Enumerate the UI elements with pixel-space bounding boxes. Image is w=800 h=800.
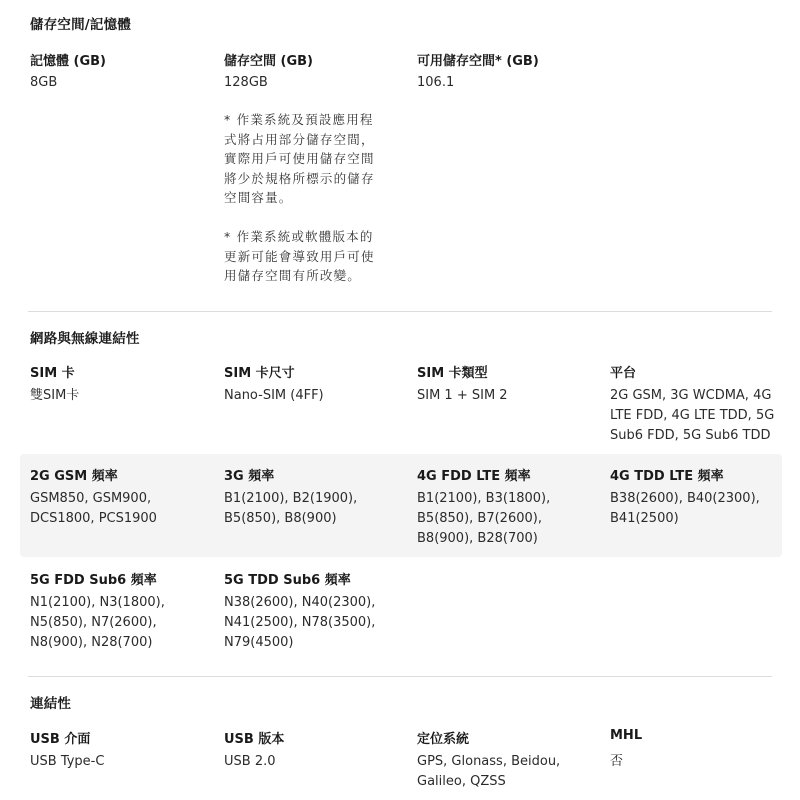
4g-fdd-frequency-value xyxy=(417,489,597,549)
mhl-label: MHL xyxy=(610,728,643,743)
usb-interface-label: USB 介面 xyxy=(30,732,91,747)
available-storage-value: 106.1 xyxy=(417,75,455,90)
gsm-frequency-value xyxy=(30,489,210,529)
value-line: Galileo, QZSS xyxy=(417,774,506,789)
section-divider xyxy=(28,311,772,312)
value-line: B5(850), B7(2600), xyxy=(417,511,542,526)
sim-label: SIM 卡 xyxy=(30,366,75,381)
usb-interface-value: USB Type-C xyxy=(30,754,105,769)
mhl-value: 否 xyxy=(610,754,624,769)
platform-value xyxy=(610,386,790,446)
4g-tdd-frequency-label: 4G TDD LTE 頻率 xyxy=(610,469,724,484)
network-section-title: 網路與無線連結性 xyxy=(30,331,140,347)
sim-type-value: SIM 1 + SIM 2 xyxy=(417,388,508,403)
gsm-frequency-label: 2G GSM 頻率 xyxy=(30,469,118,484)
note-line: 用儲存空間有所改變。 xyxy=(224,268,362,283)
sim-type-label: SIM 卡類型 xyxy=(417,366,488,381)
note-line: * 作業系統及預設應用程 xyxy=(224,112,374,127)
value-line: LTE FDD, 4G LTE TDD, 5G xyxy=(610,408,775,423)
value-line: B1(2100), B3(1800), xyxy=(417,491,551,506)
storage-section-title: 儲存空間/記憶體 xyxy=(30,17,132,33)
value-line: Sub6 FDD, 5G Sub6 TDD xyxy=(610,428,771,443)
value-line: B1(2100), B2(1900), xyxy=(224,491,358,506)
4g-fdd-frequency-label: 4G FDD LTE 頻率 xyxy=(417,469,531,484)
storage-note-update xyxy=(224,227,414,286)
usb-version-label: USB 版本 xyxy=(224,732,285,747)
storage-value: 128GB xyxy=(224,75,268,90)
3g-frequency-label: 3G 頻率 xyxy=(224,469,275,484)
note-line: 實際用戶可使用儲存空間 xyxy=(224,151,375,166)
available-storage-label: 可用儲存空間* (GB) xyxy=(417,54,539,69)
sim-value: 雙SIM卡 xyxy=(30,388,80,403)
section-divider xyxy=(28,676,772,677)
note-line: 將少於規格所標示的儲存 xyxy=(224,170,375,186)
value-line: GPS, Glonass, Beidou, xyxy=(417,754,561,769)
usb-version-value: USB 2.0 xyxy=(224,754,276,769)
value-line: 2G GSM, 3G WCDMA, 4G xyxy=(610,388,772,403)
3g-frequency-value xyxy=(224,489,404,529)
sim-size-label: SIM 卡尺寸 xyxy=(224,366,295,381)
5g-fdd-frequency-value xyxy=(30,593,210,653)
value-line: B5(850), B8(900) xyxy=(224,511,337,526)
value-line: N38(2600), N40(2300), xyxy=(224,595,376,610)
connectivity-section-title: 連結性 xyxy=(30,696,72,712)
note-line: * 作業系統或軟體版本的 xyxy=(224,229,374,244)
storage-note-os xyxy=(224,110,414,208)
memory-label: 記憶體 (GB) xyxy=(30,54,106,69)
value-line: B8(900), B28(700) xyxy=(417,531,538,546)
location-system-label: 定位系統 xyxy=(417,732,470,747)
sim-size-value: Nano-SIM (4FF) xyxy=(224,388,324,403)
4g-tdd-frequency-value xyxy=(610,489,790,529)
memory-value: 8GB xyxy=(30,75,58,90)
note-line: 式將占用部分儲存空間， xyxy=(224,131,375,147)
value-line: B41(2500) xyxy=(610,511,679,526)
note-line: 更新可能會導致用戶可使 xyxy=(224,248,375,264)
note-line: 空間容量。 xyxy=(224,190,293,205)
value-line: N5(850), N7(2600), xyxy=(30,615,157,630)
value-line: N79(4500) xyxy=(224,635,294,650)
value-line: N1(2100), N3(1800), xyxy=(30,595,165,610)
value-line: GSM850, GSM900, xyxy=(30,491,152,506)
5g-tdd-frequency-label: 5G TDD Sub6 頻率 xyxy=(224,573,351,588)
value-line: N41(2500), N78(3500), xyxy=(224,615,376,630)
platform-label: 平台 xyxy=(610,366,637,381)
5g-fdd-frequency-label: 5G FDD Sub6 頻率 xyxy=(30,573,157,588)
location-system-value xyxy=(417,752,597,792)
5g-tdd-frequency-value xyxy=(224,593,414,653)
value-line: B38(2600), B40(2300), xyxy=(610,491,760,506)
storage-label: 儲存空間 (GB) xyxy=(224,54,313,69)
value-line: DCS1800, PCS1900 xyxy=(30,511,157,526)
value-line: N8(900), N28(700) xyxy=(30,635,153,650)
